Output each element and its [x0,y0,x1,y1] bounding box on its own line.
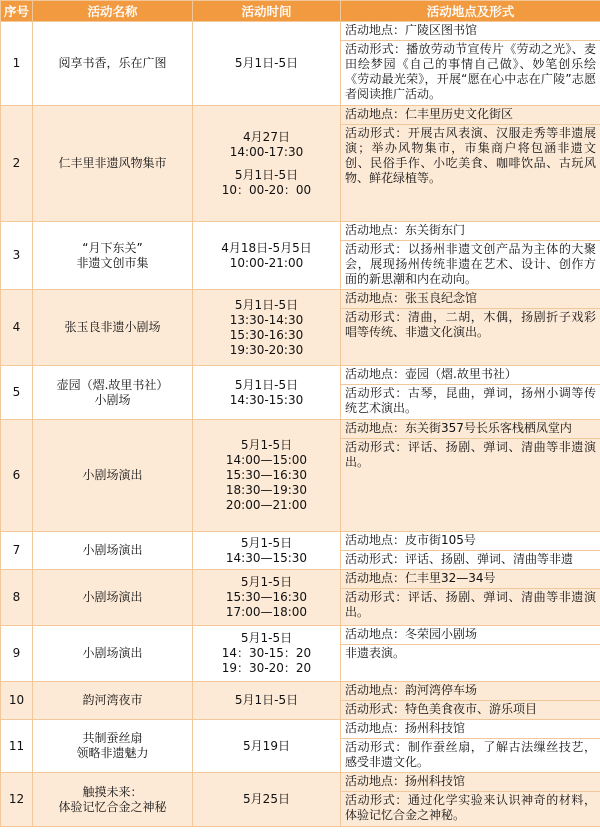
place-location: 活动地点：广陵区图书馆 [345,23,478,37]
table-row [1,626,600,682]
place-format: 活动形式：评话、扬剧、弹词、清曲等非遗 [341,550,600,569]
place-location: 活动地点：东关街东门 [345,223,466,237]
table-row [1,290,600,366]
name-line: 触摸未来： [82,784,143,799]
place-location: 活动地点：仁丰里历史文化街区 [345,107,514,121]
time-group [195,130,338,160]
cell-place [341,222,600,290]
place-format: 活动形式：开展古风表演、汉服走秀等非遗展演；举办风物集市，市集商户将包涵非遗文创、民俗手作、小吃美食、咖啡饮品、古玩风物、鲜花绿植等。 [341,124,600,188]
name-line: 小剧场演出 [82,468,143,482]
time-line: 5月19日 [243,738,290,753]
cell-no: 11 [1,720,33,773]
time-group [195,56,338,71]
cell-time [193,366,341,420]
cell-name [33,570,193,626]
cell-name [33,626,193,682]
time-group [195,378,338,408]
name-line: 韵河湾夜市 [82,693,143,707]
cell-name [33,290,193,366]
time-line: 10:00-21:00 [229,255,304,270]
place-location: 活动地点：韵河湾停车场 [345,683,478,697]
time-line: 5月1日-5日 [234,377,299,392]
cell-name [33,532,193,570]
cell-place [341,106,600,222]
cell-time [193,773,341,827]
time-line: 5月1日-5日 [234,167,299,182]
name-line: 小剧场演出 [82,646,143,660]
cell-no: 5 [1,366,33,420]
name-line: 张玉良非遗小剧场 [64,320,161,334]
name-line: 非遗文创市集 [76,255,149,270]
name-line: “月下东关” [82,240,143,255]
cell-time [193,720,341,773]
place-location: 活动地点：张玉良纪念馆 [345,291,478,305]
table-row [1,720,600,773]
time-line: 5月1日-5日 [234,56,299,70]
cell-time [193,222,341,290]
table-row [1,22,600,106]
header-time: 活动时间 [193,1,341,22]
cell-name [33,720,193,773]
cell-no: 6 [1,420,33,532]
time-line: 5月1日-5日 [234,297,299,312]
cell-no: 9 [1,626,33,682]
cell-time [193,420,341,532]
time-line: 17:00—18:00 [225,605,308,619]
cell-place [341,366,600,420]
name-line: 共制蚕丝扇 [82,731,143,745]
cell-no: 4 [1,290,33,366]
place-location: 活动地点：仁丰里32—34号 [345,571,496,585]
time-group [195,298,338,358]
cell-no: 10 [1,682,33,720]
place-format: 活动形式：制作蚕丝扇，了解古法缫丝技艺，感受非遗文化。 [341,738,600,772]
name-line: 仁丰里非遗风物集市 [58,156,167,170]
place-location: 活动地点：冬荣园小剧场 [345,627,478,641]
time-line: 4月27日 [243,129,290,144]
time-line: 5月1-5日 [240,575,293,589]
cell-time [193,570,341,626]
header-name: 活动名称 [33,1,193,22]
time-line: 5月25日 [243,792,290,806]
name-line: 小剧场演出 [82,590,143,604]
time-line: 5月1日-5日 [234,693,299,707]
cell-place [341,773,600,827]
time-line: 14:00—15:00 [225,453,308,467]
time-group [195,792,338,807]
table-row [1,773,600,827]
place-format: 活动形式：以扬州非遗文创产品为主体的大聚会，展现扬州传统非遗在艺术、设计、创作方面的新思潮和内在动向。 [341,240,600,289]
cell-name [33,106,193,222]
time-line: 13:30-14:30 [229,312,304,327]
place-location: 活动地点：皮市街105号 [345,533,476,547]
time-group [195,575,338,620]
cell-place [341,420,600,532]
name-line: 体验记忆合金之神秘 [58,799,167,814]
cell-time [193,626,341,682]
cell-place [341,626,600,682]
time-line: 15:30—16:30 [225,468,308,482]
cell-no: 8 [1,570,33,626]
cell-time [193,290,341,366]
header-row [1,1,600,22]
cell-name [33,420,193,532]
time-line: 5月1-5日 [240,535,293,550]
name-line: 小剧场 [94,392,131,407]
place-location: 活动地点：扬州科技馆 [345,721,466,735]
table-row [1,106,600,222]
table-row [1,420,600,532]
time-line: 20:00—21:00 [225,498,308,512]
header-place: 活动地点及形式 [341,1,600,22]
time-group [195,739,338,754]
time-line: 14:00-17:30 [229,144,304,159]
cell-name [33,773,193,827]
place-format: 活动形式：评话、扬剧、弹词、清曲等非遗演出。 [341,438,600,472]
time-group [195,438,338,513]
time-line: 14：30-15：20 [221,646,312,660]
cell-time [193,682,341,720]
name-line: 阅享书香，乐在广图 [58,56,167,70]
cell-name [33,22,193,106]
cell-no: 1 [1,22,33,106]
time-group [195,168,338,198]
name-line: 壶园（熠.故里书社） [56,377,169,392]
cell-time [193,22,341,106]
name-line: 领略非遗魅力 [76,746,149,760]
place-format: 活动形式：通过化学实验来认识神奇的材料，体验记忆合金之神秘。 [341,791,600,825]
time-group [195,693,338,708]
cell-time [193,106,341,222]
place-format: 活动形式：播放劳动节宣传片《劳动之光》、麦田绘梦园《自己的事情自己做》、妙笔创乐绘《劳动最光荣》，开展“愿在心中志在广陵”志愿者阅读推广活动。 [341,40,600,104]
cell-time [193,532,341,570]
cell-name [33,222,193,290]
table-row [1,570,600,626]
cell-name [33,366,193,420]
cell-place [341,682,600,720]
time-group [195,631,338,676]
time-group [195,241,338,271]
time-line: 5月1-5日 [240,438,293,452]
name-line: 小剧场演出 [82,543,143,557]
cell-place [341,290,600,366]
place-format: 活动形式：特色美食夜市、游乐项目 [341,700,600,719]
cell-place [341,720,600,773]
cell-no: 7 [1,532,33,570]
time-group [195,536,338,566]
table-body [1,22,600,827]
time-line: 10：00-20：00 [221,182,312,197]
place-location: 活动地点：东关街357号长乐客栈栖凤堂内 [345,421,572,435]
time-line: 14:30—15:30 [225,550,308,565]
table-row [1,682,600,720]
time-line: 19:30-20:30 [229,342,304,357]
cell-place [341,532,600,570]
table-row [1,532,600,570]
header-no: 序号 [1,1,33,22]
table-row [1,366,600,420]
cell-no: 3 [1,222,33,290]
time-line: 15:30—16:30 [225,590,308,604]
cell-no: 12 [1,773,33,827]
place-location: 活动地点：壶园（熠.故里书社） [345,367,517,381]
place-format: 活动形式：古琴，昆曲，弹词，扬州小调等传统艺术演出。 [341,384,600,418]
place-format: 活动形式：评话、扬剧、弹词、清曲等非遗演出。 [341,588,600,622]
time-line: 5月1-5日 [240,631,293,645]
cell-no: 2 [1,106,33,222]
time-line: 19：30-20：20 [221,661,312,675]
cell-place [341,22,600,106]
time-line: 14:30-15:30 [229,392,304,407]
cell-place [341,570,600,626]
place-format: 非遗表演。 [341,644,600,663]
place-location: 活动地点：扬州科技馆 [345,774,466,788]
time-line: 4月18日-5月5日 [221,240,312,255]
table-row [1,222,600,290]
time-line: 15:30-16:30 [229,327,304,342]
place-format: 活动形式：清曲，二胡，木偶，扬剧折子戏彩唱等传统、非遗文化演出。 [341,308,600,342]
time-line: 18:30—19:30 [225,483,308,497]
cell-name [33,682,193,720]
